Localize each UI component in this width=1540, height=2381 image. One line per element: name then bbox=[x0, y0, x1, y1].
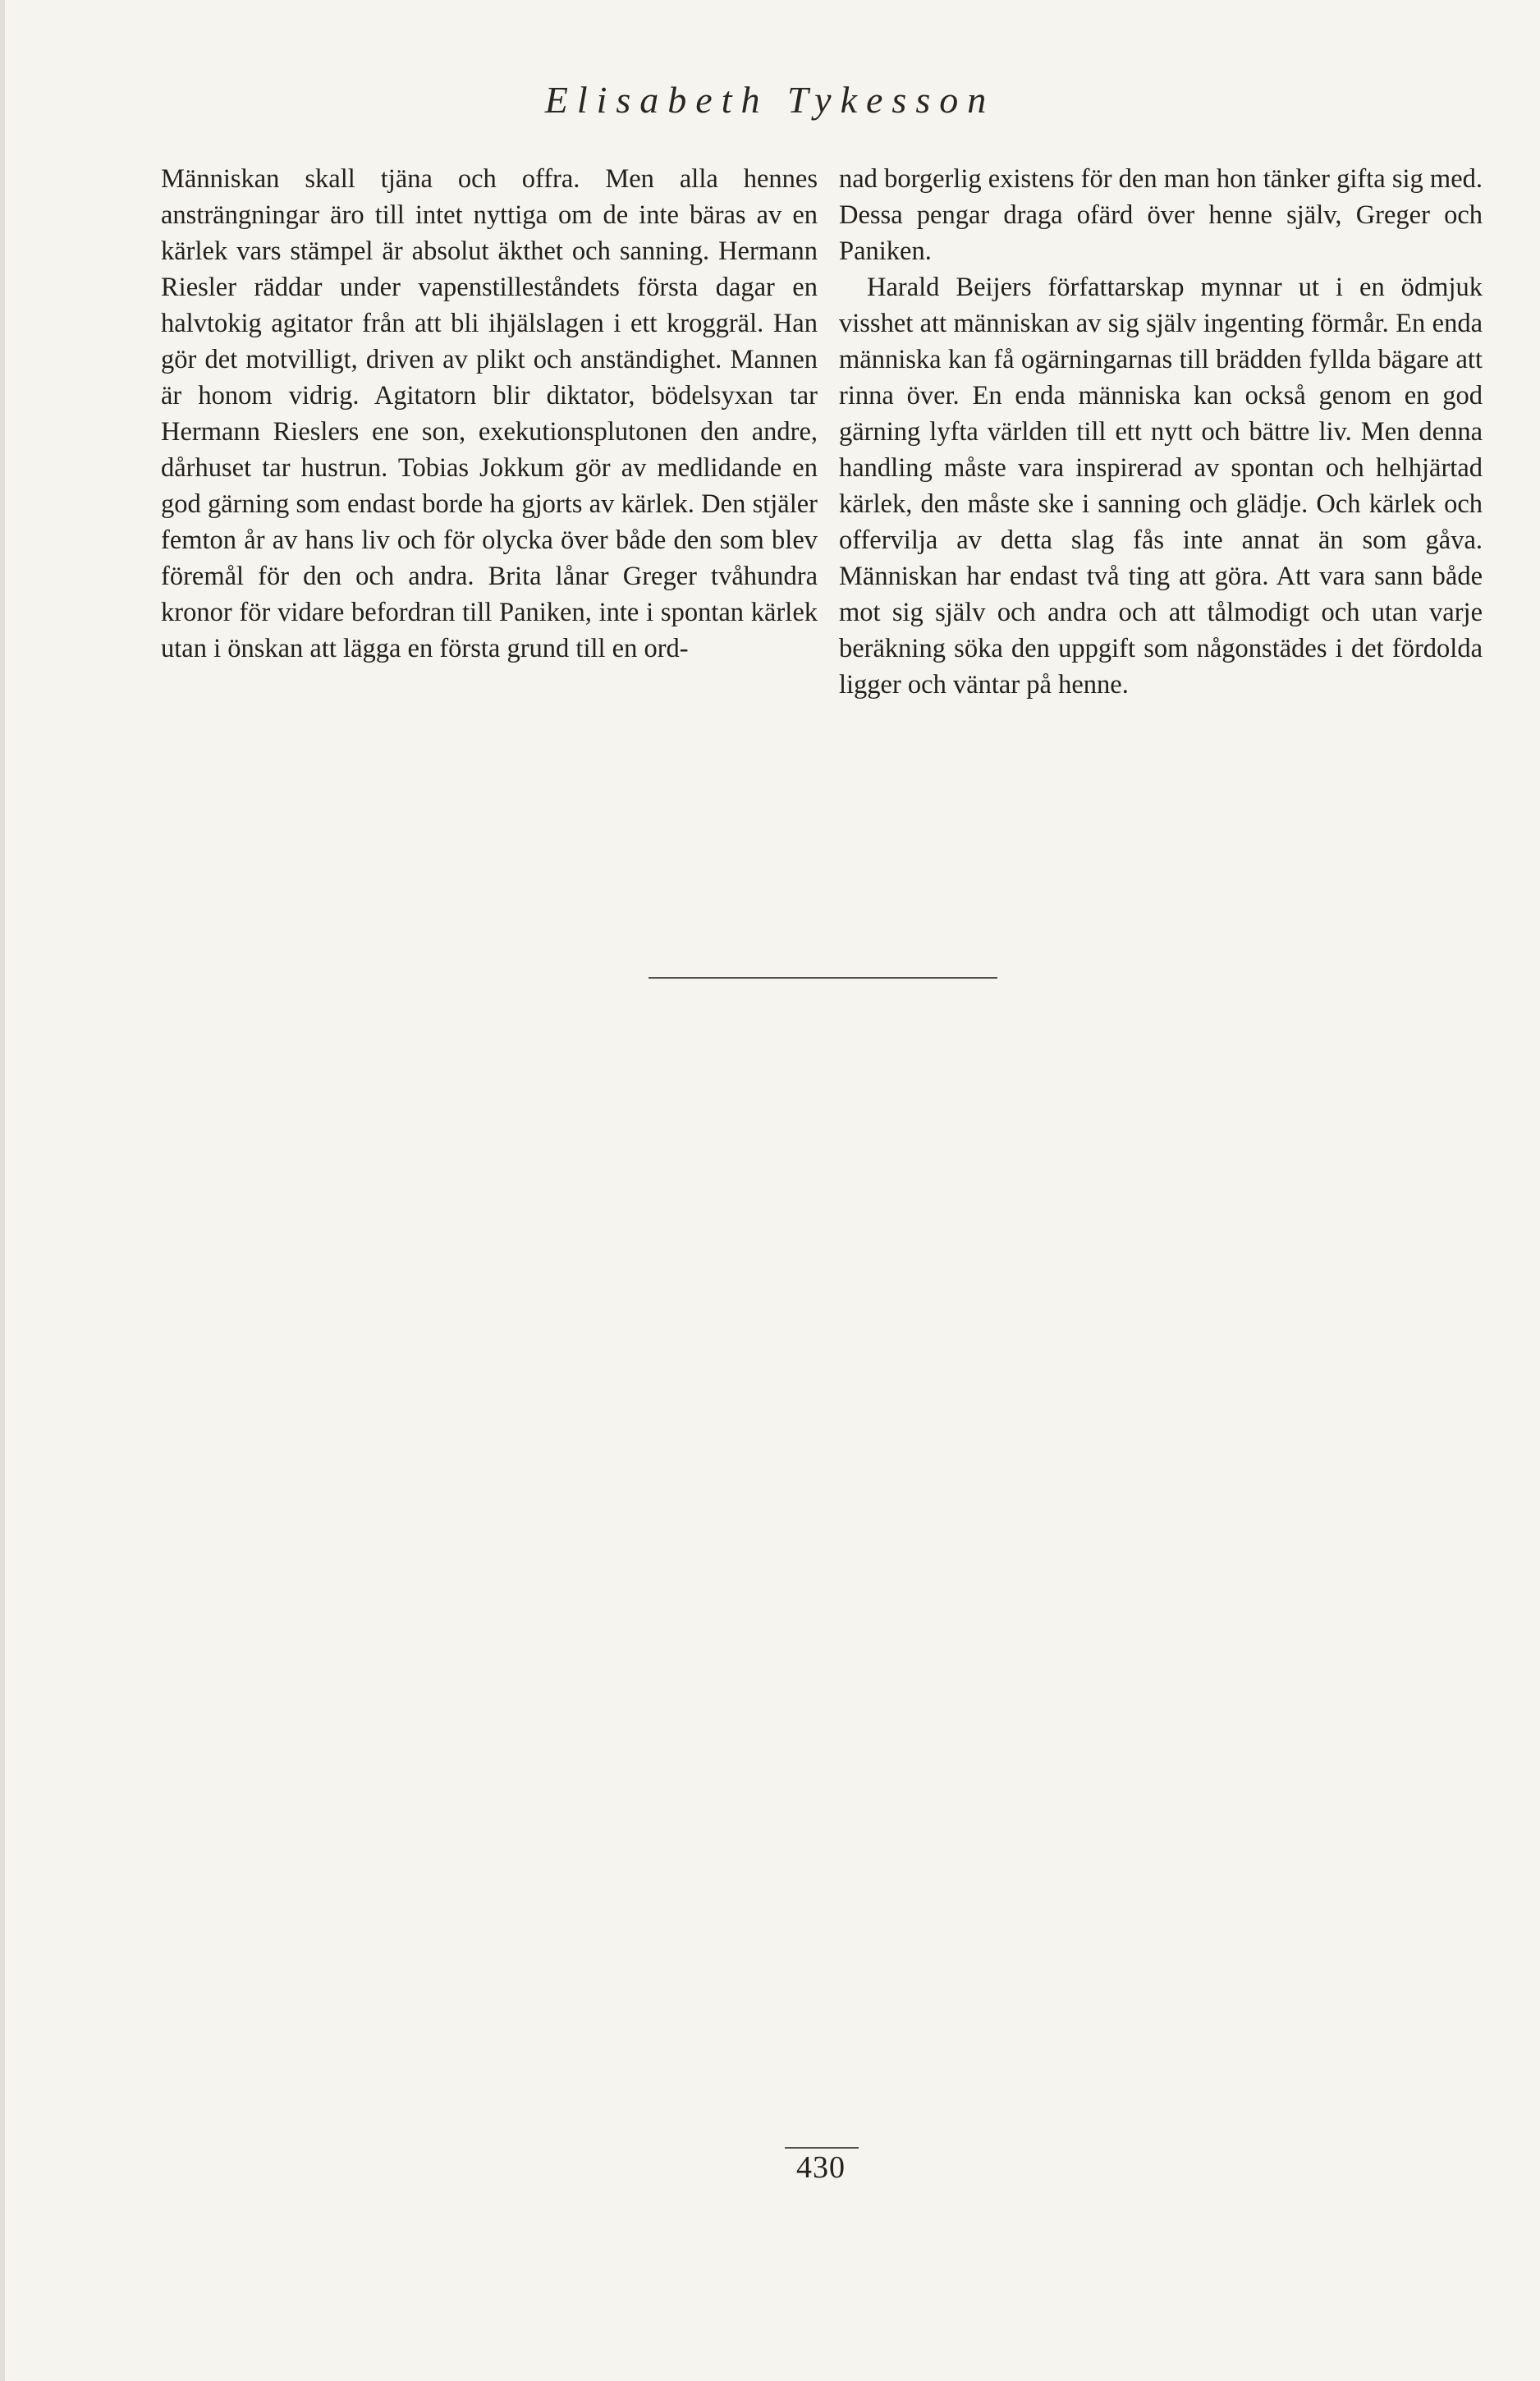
running-head-author: Elisabeth Tykesson bbox=[544, 79, 996, 121]
page-edge bbox=[0, 0, 5, 2381]
right-column bbox=[839, 161, 1483, 703]
left-column-paragraph: Människan skall tjäna och offra. Men alla hennes ansträngningar äro till intet nyttiga om de inte bäras av en kärlek vars stämpel är absolut äkthet och sanning. Hermann Riesler räddar under vapenstilleståndets första dagar en halvtokig agitator från att bli ihjälslagen i ett kroggräl. Han gör det motvilligt, driven av plikt och anständighet. Mannen är honom vidrig. Agitatorn blir diktator, bödelsyxan tar Hermann Rieslers ene son, exekutionsplutonen den andre, dårhuset tar hustrun. Tobias Jokkum gör av medlidande en god gärning som endast borde ha gjorts av kärlek. Den stjäler femton år av hans liv och för olycka över både den som blev föremål för den och andra. Brita lånar Greger tvåhundra kronor för vidare befordran till Paniken, inte i spontan kärlek utan i önskan att lägga en första grund till en ord- bbox=[161, 164, 818, 663]
section-end-rule bbox=[649, 977, 997, 979]
right-column-paragraph: Harald Beijers författarskap mynnar ut i en ödmjuk visshet att människan av sig själv ingenting förmår. En enda människa kan få ogärningarnas till brädden fyllda bägare att rinna över. En enda människa kan också genom en god gärning lyfta världen till ett nytt och bättre liv. Men denna handling måste vara inspirerad av spontan och helhjärtad kärlek, den måste ske i sanning och glädje. Och kärlek och offervilja av detta slag fås inte annat än som gåva. Människan har endast två ting att göra. Att vara sann både mot sig själv och andra och att tålmodigt och utan varje beräkning söka den uppgift som någonstädes i det fördolda ligger och väntar på henne. bbox=[839, 273, 1483, 700]
left-column bbox=[161, 161, 818, 667]
right-column-continuation: nad borgerlig existens för den man hon tänker gifta sig med. Dessa pengar draga ofärd över henne själv, Greger och Paniken. bbox=[839, 164, 1483, 266]
page-number-rule bbox=[785, 2147, 859, 2149]
page-number: 430 bbox=[796, 2150, 846, 2185]
